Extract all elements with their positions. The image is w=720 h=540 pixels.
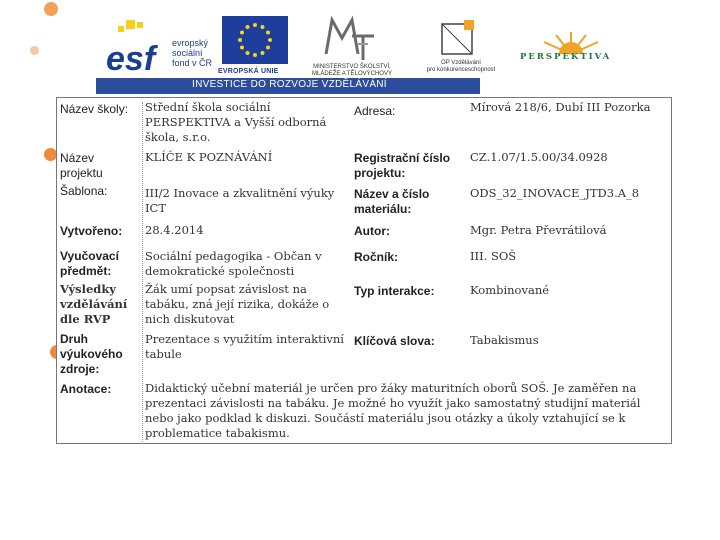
resource-value: Prezentace s využitím interaktivní tabule	[145, 332, 344, 361]
grade-value: III. SOŠ	[470, 249, 517, 263]
interaction-value: Kombinované	[470, 283, 550, 297]
template-label: Šablona:	[60, 184, 108, 198]
op-logo-icon	[436, 18, 480, 58]
esf-line: fond v ČR	[172, 58, 213, 68]
reg-label: Registrační číslo projektu:	[354, 151, 451, 180]
school-label: Název školy:	[60, 102, 129, 116]
project-label: Název projektu	[60, 151, 103, 180]
author-label: Autor:	[354, 224, 390, 238]
logo-banner	[96, 8, 622, 96]
eu-flag-icon	[222, 16, 288, 64]
material-label: Název a číslo materiálu:	[354, 187, 430, 216]
op-line: OP Vzdělávání	[441, 60, 481, 66]
esf-line: sociální	[172, 48, 203, 58]
outcomes-label: Výsledky vzdělávání dle RVP	[60, 282, 128, 326]
keywords-value: Tabakismus	[470, 333, 539, 347]
msmt-caption	[292, 64, 412, 78]
reg-value: CZ.1.07/1.5.00/34.0928	[470, 150, 608, 164]
op-line: pro konkurenceschopnost	[426, 67, 496, 73]
annotation-value: Didaktický učební materiál je určen pro žáky maturitních oborů SOŠ. Je zaměřen na prezentaci závislosti na tabáku. Je možné ho využít jako samostatný studijní materiál nebo jako podklad k diskuzi. Součástí materiálu jsou otázky a úkoly vztahující se k problematice tabakismu.	[145, 381, 641, 440]
address-value: Mírová 218/6, Dubí III Pozorka	[470, 100, 651, 114]
decor-dot	[30, 46, 39, 55]
eu-caption: EVROPSKÁ UNIE	[218, 68, 279, 75]
op-caption	[418, 60, 504, 74]
grade-label: Ročník:	[354, 250, 399, 264]
interaction-label: Typ interakce:	[354, 284, 435, 298]
annotation-label: Anotace:	[60, 382, 112, 396]
column-divider	[142, 102, 143, 442]
project-info-table	[56, 97, 672, 444]
subject-value: Sociální pedagogika - Občan v demokratické společnosti	[145, 249, 322, 278]
outcomes-value: Žák umí popsat závislost na tabáku, zná její rizika, dokáže o nich diskutovat	[145, 282, 330, 326]
msmt-line: MINISTERSTVO ŠKOLSTVÍ,	[313, 64, 391, 70]
school-value: Střední škola sociální PERSPEKTIVA a Vyšší odborná škola, s.r.o.	[145, 100, 327, 144]
author-value: Mgr. Petra Převrátilová	[470, 223, 607, 237]
created-value: 28.4.2014	[145, 223, 204, 237]
resource-label: Druh výukového zdroje:	[60, 332, 123, 376]
subject-label: Vyučovací předmět:	[60, 249, 119, 278]
created-label: Vytvořeno:	[60, 224, 123, 238]
keywords-label: Klíčová slova:	[354, 334, 435, 348]
material-value: ODS_32_INOVACE_JTD3.A_8	[470, 186, 640, 200]
msmt-logo-icon	[322, 14, 382, 62]
svg-text:esf: esf	[106, 40, 156, 76]
template-value: III/2 Inovace a zkvalitnění výuky ICT	[145, 186, 335, 215]
esf-logo-icon	[104, 18, 166, 76]
esf-line: evropský	[172, 38, 209, 48]
brand-name: PERSPEKTIVA	[520, 52, 612, 62]
msmt-line: MLÁDEŽE A TĚLOVÝCHOVY	[312, 71, 392, 77]
decor-dot	[44, 2, 58, 16]
address-label: Adresa:	[354, 104, 396, 118]
project-value: KLÍČE K POZNÁVÁNÍ	[145, 150, 273, 164]
esf-caption	[172, 38, 212, 68]
invest-slogan: INVESTICE DO ROZVOJE VZDĚLÁVÁNÍ	[192, 79, 387, 90]
